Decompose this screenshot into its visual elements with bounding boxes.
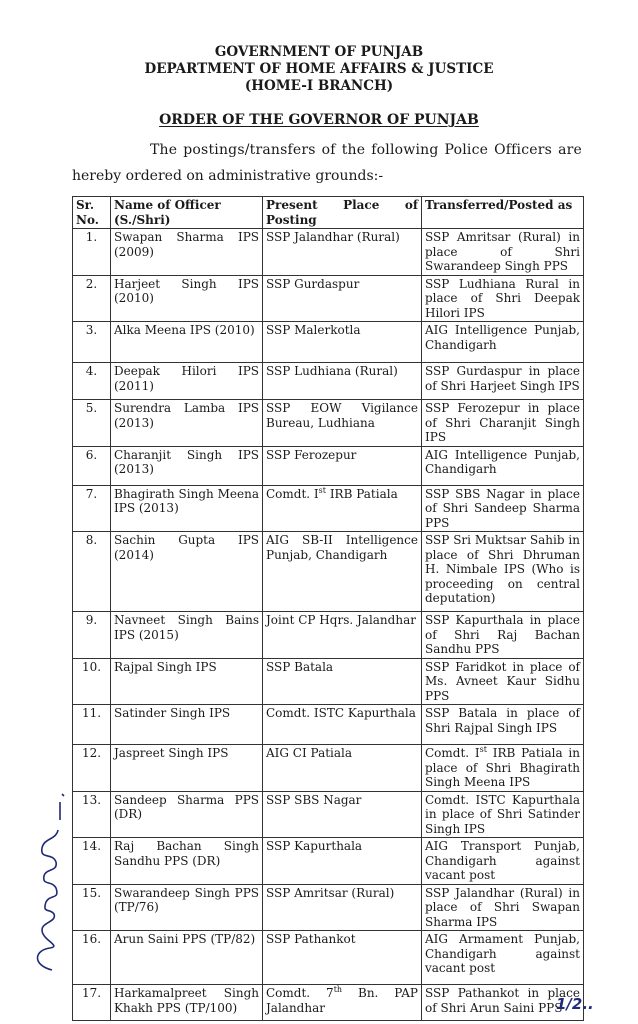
header-present-place bbox=[263, 197, 422, 229]
present-posting-cell: Comdt. ISTC Kapurthala bbox=[263, 705, 422, 745]
table-row bbox=[73, 275, 584, 322]
transferred-posting-cell: SSP Gurdaspur in place of Shri Harjeet Singh IPS bbox=[422, 363, 584, 400]
present-posting-cell: Joint CP Hqrs. Jalandhar bbox=[263, 612, 422, 659]
header-name-line1: Name of Officer bbox=[114, 198, 221, 212]
table-row bbox=[73, 884, 584, 931]
sr-cell: 2. bbox=[73, 275, 111, 322]
transferred-posting-cell: SSP Pathankot in place of Shri Arun Saini PPS bbox=[422, 985, 584, 1021]
officer-name-cell: Surendra Lamba IPS (2013) bbox=[111, 400, 263, 447]
sr-cell: 10. bbox=[73, 658, 111, 705]
officer-name-cell: Harkamalpreet Singh Khakh PPS (TP/100) bbox=[111, 985, 263, 1021]
sr-cell: 12. bbox=[73, 745, 111, 792]
table-row bbox=[73, 322, 584, 363]
table-row bbox=[73, 791, 584, 838]
transferred-posting-cell: SSP Ferozepur in place of Shri Charanjit Singh IPS bbox=[422, 400, 584, 447]
present-posting-cell: SSP SBS Nagar bbox=[263, 791, 422, 838]
transferred-posting-cell: AIG Intelligence Punjab, Chandigarh bbox=[422, 446, 584, 485]
table-row bbox=[73, 485, 584, 532]
header-branch: (HOME-I BRANCH) bbox=[244, 78, 394, 94]
sr-cell: 5. bbox=[73, 400, 111, 447]
table-row bbox=[73, 229, 584, 276]
order-title bbox=[0, 112, 638, 128]
transferred-posting-cell: SSP Jalandhar (Rural) in place of Shri Swapan Sharma IPS bbox=[422, 884, 584, 931]
intro-line-1: The postings/transfers of the following Police Officers are bbox=[150, 142, 582, 158]
table-header-row bbox=[73, 197, 584, 229]
table-row bbox=[73, 658, 584, 705]
present-posting-cell: AIG SB-II Intelligence Punjab, Chandigarh bbox=[263, 532, 422, 612]
transferred-posting-cell: SSP Ludhiana Rural in place of Shri Deepak Hilori IPS bbox=[422, 275, 584, 322]
officer-name-cell: Swapan Sharma IPS (2009) bbox=[111, 229, 263, 276]
header-present-line2: Posting bbox=[266, 212, 317, 227]
present-posting-cell: SSP Amritsar (Rural) bbox=[263, 884, 422, 931]
present-posting-cell: SSP Malerkotla bbox=[263, 322, 422, 363]
sr-cell: 14. bbox=[73, 838, 111, 885]
transferred-posting-cell: SSP Sri Muktsar Sahib in place of Shri Dhruman H. Nimbale IPS (Who is proceeding on central deputation) bbox=[422, 532, 584, 612]
officer-name-cell: Bhagirath Singh Meena IPS (2013) bbox=[111, 485, 263, 532]
intro-line-2: hereby ordered on administrative grounds:- bbox=[72, 168, 384, 184]
table-row bbox=[73, 705, 584, 745]
present-posting-cell: AIG CI Patiala bbox=[263, 745, 422, 792]
transferred-posting-cell: SSP Faridkot in place of Ms. Avneet Kaur Sidhu PPS bbox=[422, 658, 584, 705]
officer-name-cell: Sandeep Sharma PPS (DR) bbox=[111, 791, 263, 838]
sr-cell: 17. bbox=[73, 985, 111, 1021]
header-sr-line2: No. bbox=[76, 212, 99, 227]
sr-cell: 8. bbox=[73, 532, 111, 612]
table-row bbox=[73, 446, 584, 485]
transferred-posting-cell: Comdt. Ist IRB Patiala in place of Shri Bhagirath Singh Meena IPS bbox=[422, 745, 584, 792]
table-row bbox=[73, 931, 584, 985]
sr-cell: 16. bbox=[73, 931, 111, 985]
present-posting-cell: SSP Pathankot bbox=[263, 931, 422, 985]
transferred-posting-cell: SSP Batala in place of Shri Rajpal Singh IPS bbox=[422, 705, 584, 745]
transferred-posting-cell: Comdt. ISTC Kapurthala in place of Shri Satinder Singh IPS bbox=[422, 791, 584, 838]
present-posting-cell: SSP Ferozepur bbox=[263, 446, 422, 485]
officer-name-cell: Sachin Gupta IPS (2014) bbox=[111, 532, 263, 612]
transferred-posting-cell: AIG Armament Punjab, Chandigarh against vacant post bbox=[422, 931, 584, 985]
officer-name-cell: Swarandeep Singh PPS (TP/76) bbox=[111, 884, 263, 931]
transferred-posting-cell: SSP SBS Nagar in place of Shri Sandeep Sharma PPS bbox=[422, 485, 584, 532]
table-row bbox=[73, 985, 584, 1021]
table-row bbox=[73, 838, 584, 885]
officer-name-cell: Deepak Hilori IPS (2011) bbox=[111, 363, 263, 400]
officer-name-cell: Navneet Singh Bains IPS (2015) bbox=[111, 612, 263, 659]
sr-cell: 9. bbox=[73, 612, 111, 659]
page-marker: 1/2.. bbox=[556, 995, 594, 1013]
header-government: GOVERNMENT OF PUNJAB bbox=[214, 44, 424, 60]
sr-cell: 6. bbox=[73, 446, 111, 485]
present-posting-cell: SSP EOW Vigilance Bureau, Ludhiana bbox=[263, 400, 422, 447]
header-sr-no bbox=[73, 197, 111, 229]
present-posting-cell: SSP Batala bbox=[263, 658, 422, 705]
table-row bbox=[73, 400, 584, 447]
header-department: DEPARTMENT OF HOME AFFAIRS & JUSTICE bbox=[144, 61, 494, 77]
table-row bbox=[73, 612, 584, 659]
header-sr-line1: Sr. bbox=[76, 198, 95, 212]
sr-cell: 7. bbox=[73, 485, 111, 532]
transferred-posting-cell: AIG Transport Punjab, Chandigarh against vacant post bbox=[422, 838, 584, 885]
transferred-posting-cell: AIG Intelligence Punjab, Chandigarh bbox=[422, 322, 584, 363]
sr-cell: 13. bbox=[73, 791, 111, 838]
header-name-line2: (S./Shri) bbox=[114, 212, 171, 227]
officer-name-cell: Charanjit Singh IPS (2013) bbox=[111, 446, 263, 485]
transferred-posting-cell: SSP Kapurthala in place of Shri Raj Bachan Sandhu PPS bbox=[422, 612, 584, 659]
sr-cell: 11. bbox=[73, 705, 111, 745]
officer-name-cell: Harjeet Singh IPS (2010) bbox=[111, 275, 263, 322]
signature-icon bbox=[12, 790, 72, 980]
sr-cell: 3. bbox=[73, 322, 111, 363]
table-row bbox=[73, 363, 584, 400]
transfers-table bbox=[72, 196, 584, 1021]
header-transferred: Transferred/Posted as bbox=[422, 197, 584, 229]
table-row bbox=[73, 745, 584, 792]
header-present-line1: Present Place of bbox=[266, 198, 418, 212]
order-title-text: ORDER OF THE GOVERNOR OF PUNJAB bbox=[159, 112, 479, 128]
present-posting-cell: SSP Gurdaspur bbox=[263, 275, 422, 322]
officer-name-cell: Alka Meena IPS (2010) bbox=[111, 322, 263, 363]
sr-cell: 15. bbox=[73, 884, 111, 931]
officer-name-cell: Raj Bachan Singh Sandhu PPS (DR) bbox=[111, 838, 263, 885]
officer-name-cell: Jaspreet Singh IPS bbox=[111, 745, 263, 792]
present-posting-cell: SSP Ludhiana (Rural) bbox=[263, 363, 422, 400]
present-posting-cell: SSP Jalandhar (Rural) bbox=[263, 229, 422, 276]
officer-name-cell: Arun Saini PPS (TP/82) bbox=[111, 931, 263, 985]
sr-cell: 1. bbox=[73, 229, 111, 276]
present-posting-cell: SSP Kapurthala bbox=[263, 838, 422, 885]
present-posting-cell: Comdt. Ist IRB Patiala bbox=[263, 485, 422, 532]
transferred-posting-cell: SSP Amritsar (Rural) in place of Shri Swarandeep Singh PPS bbox=[422, 229, 584, 276]
table-row bbox=[73, 532, 584, 612]
present-posting-cell: Comdt. 7th Bn. PAP Jalandhar bbox=[263, 985, 422, 1021]
sr-cell: 4. bbox=[73, 363, 111, 400]
header-officer-name bbox=[111, 197, 263, 229]
officer-name-cell: Rajpal Singh IPS bbox=[111, 658, 263, 705]
officer-name-cell: Satinder Singh IPS bbox=[111, 705, 263, 745]
